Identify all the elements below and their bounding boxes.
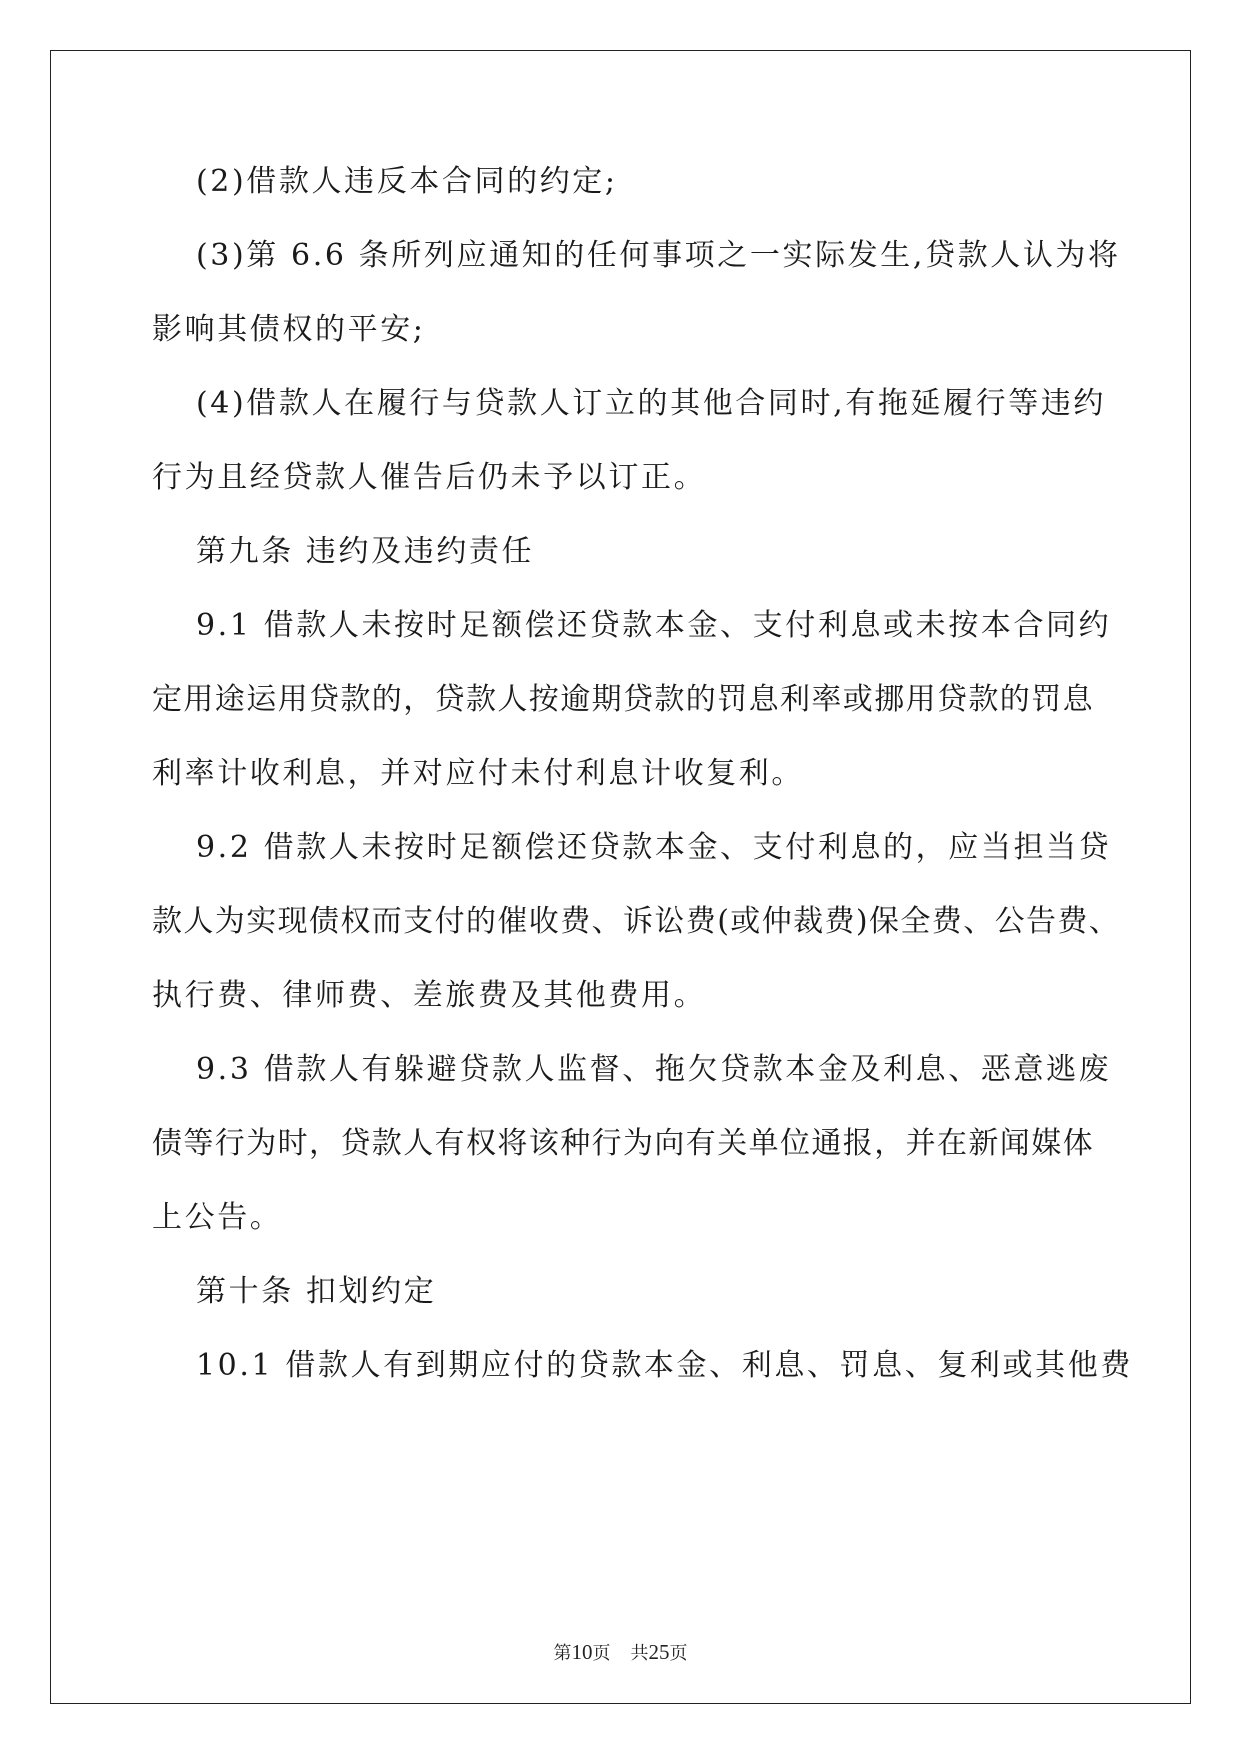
page-suffix: 页 [592, 1643, 611, 1663]
paragraph-line: 9.2 借款人未按时足额偿还贷款本金、支付利息的，应当担当贷 [196, 830, 1112, 865]
section-heading: 第十条 扣划约定 [196, 1274, 437, 1309]
section-heading: 第九条 违约及违约责任 [196, 534, 535, 569]
page-footer [0, 1640, 1241, 1665]
paragraph-line: 影响其债权的平安; [152, 312, 426, 347]
page-prefix: 第 [553, 1643, 572, 1663]
paragraph-line: 上公告。 [152, 1200, 283, 1235]
paragraph-line: 10.1 借款人有到期应付的贷款本金、利息、罚息、复利或其他费 [196, 1348, 1133, 1383]
paragraph-line: (2)借款人违反本合同的约定; [196, 164, 618, 199]
paragraph-line: 定用途运用贷款的，贷款人按逾期贷款的罚息利率或挪用贷款的罚息 [152, 682, 1094, 717]
paragraph-line: 债等行为时，贷款人有权将该种行为向有关单位通报，并在新闻媒体 [152, 1126, 1094, 1161]
total-suffix: 页 [669, 1643, 688, 1663]
page-number: 10 [571, 1640, 593, 1664]
paragraph-line: (3)第 6.6 条所列应通知的任何事项之一实际发生,贷款人认为将 [196, 238, 1121, 273]
page-border [50, 50, 1191, 1704]
paragraph-line: 9.3 借款人有躲避贷款人监督、拖欠贷款本金及利息、恶意逃废 [196, 1052, 1112, 1087]
paragraph-line: 执行费、律师费、差旅费及其他费用。 [152, 978, 707, 1013]
paragraph-line: (4)借款人在履行与贷款人订立的其他合同时,有拖延履行等违约 [196, 386, 1107, 421]
paragraph-line: 行为且经贷款人催告后仍未予以订正。 [152, 460, 707, 495]
paragraph-line: 利率计收利息，并对应付未付利息计收复利。 [152, 756, 804, 791]
total-pages: 25 [648, 1640, 670, 1664]
total-prefix: 共 [630, 1643, 649, 1663]
paragraph-line: 款人为实现债权而支付的催收费、诉讼费(或仲裁费)保全费、公告费、 [152, 904, 1121, 939]
paragraph-line: 9.1 借款人未按时足额偿还贷款本金、支付利息或未按本合同约 [196, 608, 1112, 643]
